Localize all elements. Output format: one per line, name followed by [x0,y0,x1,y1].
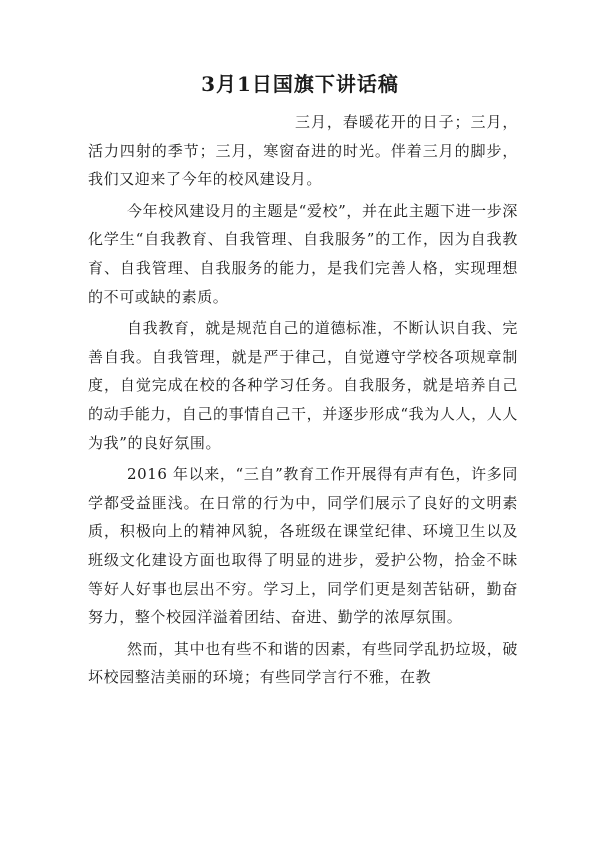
paragraph-2: 今年校风建设月的主题是“爱校”，并在此主题下进一步深化学生“自我教育、自我管理、自我服务”的工作，因为自我教育、自我管理、自我服务的能力，是我们完善人格，实现理想的不可或缺的素质。 [88,201,518,306]
paragraph-4: 2016 年以来，“三自”教育工作开展得有声有色，许多同学都受益匪浅。在日常的行为中，同学们展示了良好的文明素质，积极向上的精神风貌，各班级在课堂纪律、环境卫生以及班级文化建设方面也取得了明显的进步，爱护公物，拾金不昧等好人好事也层出不穷。学习上，同学们更是刻苦钻研，勤奋努力，整个校园洋溢着团结、奋进、勤学的浓厚氛围。 [88,465,518,627]
paragraph-3: 自我教育，就是规范自己的道德标准，不断认识自我、完善自我。自我管理，就是严于律己，自觉遵守学校各项规章制度，自觉完成在校的各种学习任务。自我服务，就是培养自己的动手能力，自己的事情自己干，并逐步形成“我为人人，人人为我”的良好氛围。 [88,319,518,452]
document-title: 3月1日国旗下讲话稿 [201,72,399,96]
paragraph-1: 三月，春暖花开的日子；三月，活力四射的季节；三月，寒窗奋进的时光。伴着三月的脚步，我们又迎来了今年的校风建设月。 [88,113,518,189]
document-body [88,108,518,695]
paragraph-5: 然而，其中也有些不和谐的因素，有些同学乱扔垃圾，破坏校园整洁美丽的环境；有些同学言行不雅，在教 [88,639,518,687]
